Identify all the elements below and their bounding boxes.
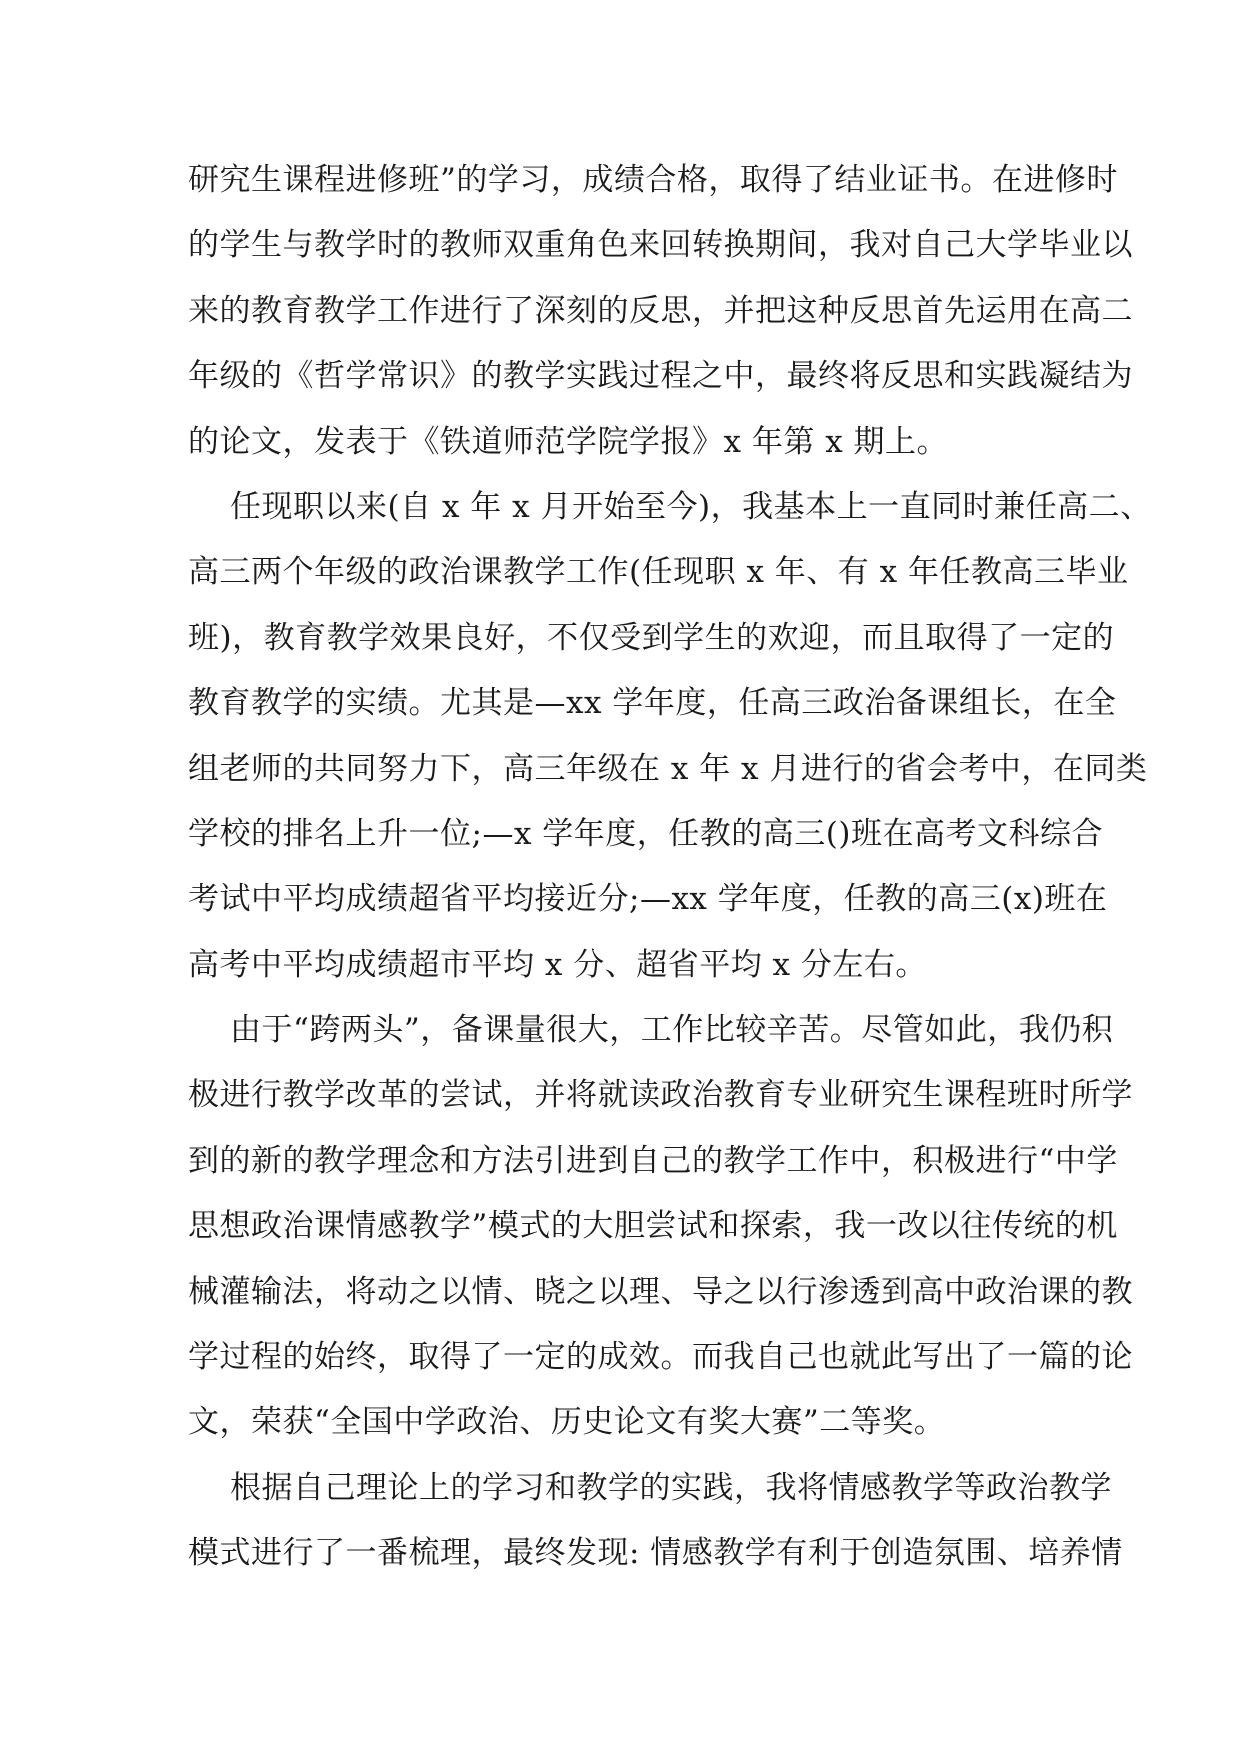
- text-line: 考试中平均成绩超省平均接近分;—xx 学年度，任教的高三(x)班在: [188, 881, 1108, 918]
- paragraph-1: [188, 148, 1133, 475]
- text-line: 教育教学的实绩。尤其是—xx 学年度，任高三政治备课组长，在全: [188, 685, 1117, 722]
- text-line: 极进行教学改革的尝试，并将就读政治教育专业研究生课程班时所学: [188, 1077, 1133, 1114]
- text-line: 学校的排名上升一位;—x 学年度，任教的高三()班在高考文科综合: [188, 815, 1103, 852]
- text-line: 文，荣获“全国中学政治、历史论文有奖大赛”二等奖。: [188, 1404, 946, 1441]
- text-line: 组老师的共同努力下，高三年级在 x 年 x 月进行的省会考中，在同类: [188, 750, 1148, 787]
- text-line: 高三两个年级的政治课教学工作(任现职 x 年、有 x 年任教高三毕业: [188, 554, 1129, 591]
- paragraph-4: [188, 1456, 1123, 1587]
- text-line: 来的教育教学工作进行了深刻的反思，并把这种反思首先运用在高二: [188, 292, 1133, 329]
- text-line: 思想政治课情感教学”模式的大胆尝试和探索，我一改以往传统的机: [188, 1208, 1118, 1245]
- text-line: 械灌输法，将动之以情、晓之以理、导之以行渗透到高中政治课的教: [188, 1273, 1133, 1310]
- paragraph-3: [188, 998, 1133, 1456]
- text-line: 学过程的始终，取得了一定的成效。而我自己也就此写出了一篇的论: [188, 1339, 1133, 1376]
- paragraph-2: [188, 475, 1152, 998]
- text-line: 研究生课程进修班”的学习，成绩合格，取得了结业证书。在进修时: [188, 162, 1118, 198]
- text-line: 任现职以来(自 x 年 x 月开始至今)，我基本上一直同时兼任高二、: [230, 488, 1152, 525]
- text-line: 的学生与教学时的教师双重角色来回转换期间，我对自己大学毕业以: [188, 227, 1133, 264]
- text-line: 高考中平均成绩超市平均 x 分、超省平均 x 分左右。: [188, 946, 927, 983]
- text-line: 模式进行了一番梳理，最终发现: 情感教学有利于创造氛围、培养情: [188, 1535, 1123, 1572]
- body-text: [188, 148, 1152, 1587]
- text-line: 根据自己理论上的学习和教学的实践，我将情感教学等政治教学: [230, 1469, 1112, 1506]
- text-line: 到的新的教学理念和方法引进到自己的教学工作中，积极进行“中学: [188, 1142, 1118, 1179]
- text-line: 班)，教育教学效果良好，不仅受到学生的欢迎，而且取得了一定的: [188, 619, 1115, 656]
- text-line: 由于“跨两头”，备课量很大，工作比较辛苦。尽管如此，我仍积: [230, 1012, 1114, 1049]
- text-line: 的论文，发表于《铁道师范学院学报》x 年第 x 期上。: [188, 423, 949, 460]
- text-line: 年级的《哲学常识》的教学实践过程之中，最终将反思和实践凝结为: [188, 358, 1133, 395]
